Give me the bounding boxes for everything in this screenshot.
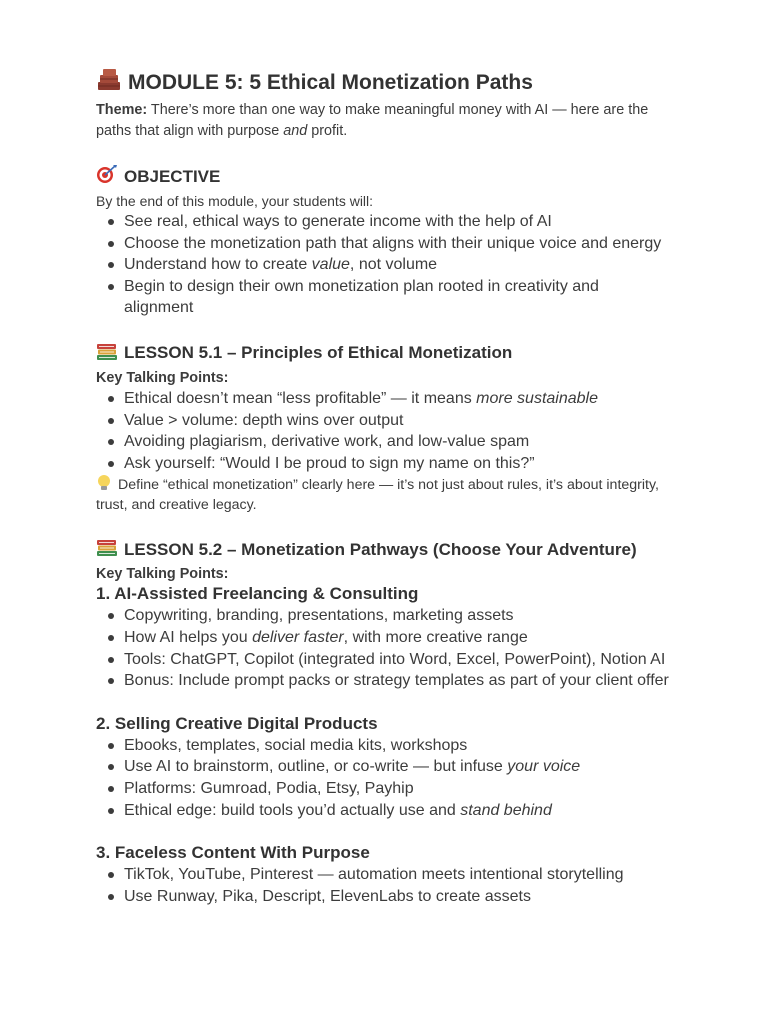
path-2-list	[96, 735, 672, 821]
target-icon	[96, 164, 118, 189]
objective-heading: OBJECTIVE	[96, 164, 672, 189]
list-item: Bonus: Include prompt packs or strategy templates as part of your client offer	[124, 670, 672, 692]
lesson-5-2-heading: LESSON 5.2 – Monetization Pathways (Choose Your Adventure)	[96, 537, 672, 562]
theme-paragraph: Theme: There’s more than one way to make meaningful money with AI — here are the paths that align with purpose and profit.	[96, 102, 649, 139]
list-item: Understand how to create value, not volume	[124, 254, 672, 276]
list-item: Value > volume: depth wins over output	[124, 410, 672, 432]
lesson-5-1-heading: LESSON 5.1 – Principles of Ethical Monetization	[96, 341, 672, 366]
objective-intro: By the end of this module, your students will:	[96, 193, 374, 209]
list-item: Ethical doesn’t mean “less profitable” — it means more sustainable	[124, 388, 672, 410]
list-item: Begin to design their own monetization plan rooted in creativity and alignment	[124, 276, 672, 319]
lesson-5-1-list	[96, 388, 672, 474]
path-2-title: 2. Selling Creative Digital Products	[96, 713, 378, 733]
list-item: See real, ethical ways to generate income with the help of AI	[124, 211, 672, 233]
tip-note: Define “ethical monetization” clearly here — it’s not just about rules, it’s about integrity, trust, and creative legacy.	[96, 474, 672, 515]
list-item: Platforms: Gumroad, Podia, Etsy, Payhip	[124, 778, 672, 800]
path-1-title: 1. AI-Assisted Freelancing & Consulting	[96, 584, 419, 604]
path-3-title: 3. Faceless Content With Purpose	[96, 843, 370, 863]
books-icon	[96, 341, 118, 366]
list-item: Ebooks, templates, social media kits, workshops	[124, 735, 672, 757]
list-item: Copywriting, branding, presentations, marketing assets	[124, 605, 672, 627]
module-title: MODULE 5: 5 Ethical Monetization Paths	[96, 68, 672, 98]
list-item: Ask yourself: “Would I be proud to sign my name on this?”	[124, 453, 672, 475]
list-item: How AI helps you deliver faster, with more creative range	[124, 627, 672, 649]
lightbulb-icon	[96, 474, 112, 495]
books-icon	[96, 537, 118, 562]
path-1-list	[96, 605, 672, 691]
key-talking-points-label: Key Talking Points:	[96, 566, 229, 583]
path-3-list	[96, 864, 672, 907]
list-item: Ethical edge: build tools you’d actually use and stand behind	[124, 800, 672, 822]
brick-stack-icon	[96, 68, 122, 98]
key-talking-points-label: Key Talking Points:	[96, 369, 229, 386]
list-item: Choose the monetization path that aligns with their unique voice and energy	[124, 233, 672, 255]
list-item: Use Runway, Pika, Descript, ElevenLabs to create assets	[124, 886, 672, 908]
list-item: Avoiding plagiarism, derivative work, and low-value spam	[124, 431, 672, 453]
list-item: Tools: ChatGPT, Copilot (integrated into Word, Excel, PowerPoint), Notion AI	[124, 649, 672, 671]
list-item: Use AI to brainstorm, outline, or co-write — but infuse your voice	[124, 756, 672, 778]
list-item: TikTok, YouTube, Pinterest — automation meets intentional storytelling	[124, 864, 672, 886]
objective-list	[96, 211, 672, 319]
